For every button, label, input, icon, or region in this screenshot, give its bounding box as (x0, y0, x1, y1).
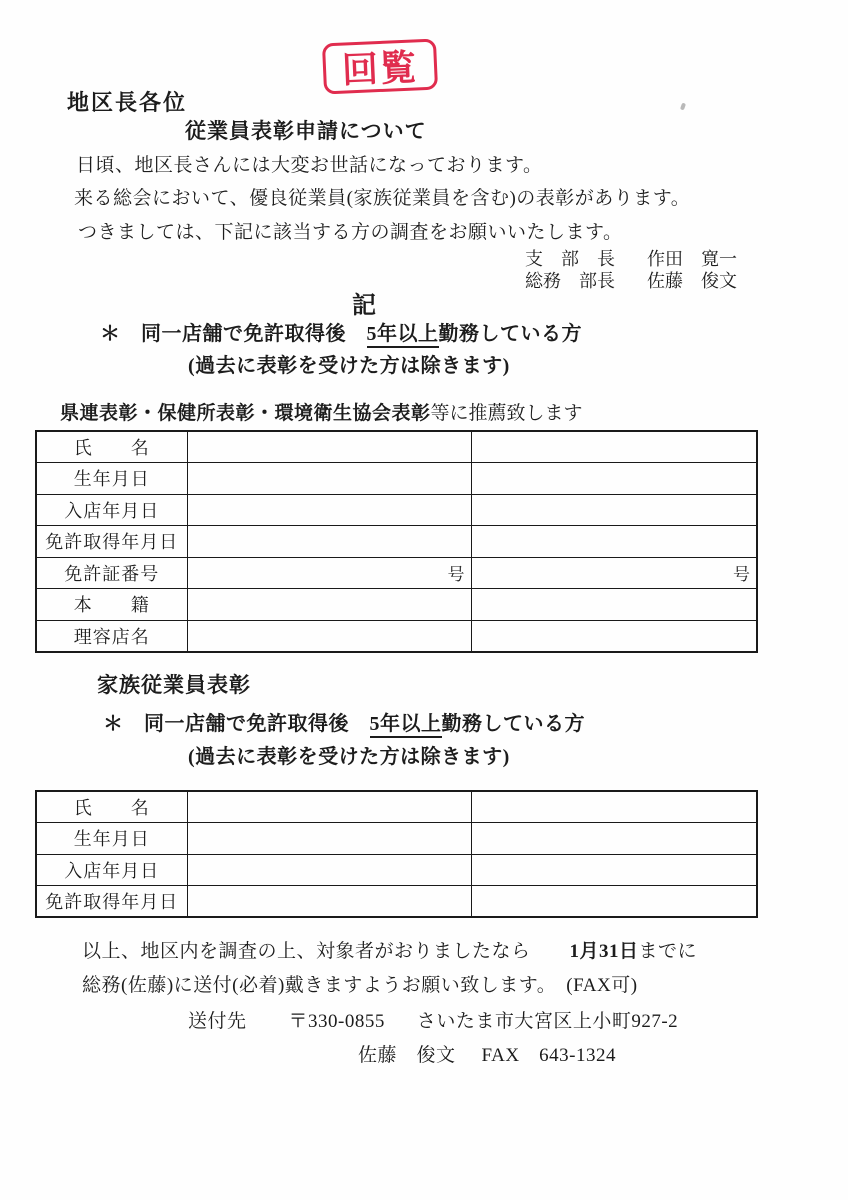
recommendation-line (60, 398, 583, 425)
data-cell (471, 854, 757, 886)
document-title: 従業員表彰申請について (185, 119, 427, 143)
deadline-suffix: までに (638, 941, 698, 962)
table-row (36, 494, 757, 526)
deadline-date: 1月31日 (569, 941, 639, 962)
circulation-stamp-label: 回覧 (341, 47, 419, 91)
data-cell (471, 494, 757, 526)
condition-underlined: 5年以上 (367, 323, 439, 348)
data-cell (471, 589, 757, 621)
street-address: さいたま市大宮区上小町927-2 (416, 1011, 679, 1032)
signatory-title: 支 部 長 (525, 249, 615, 269)
data-cell (187, 854, 471, 886)
data-cell (471, 823, 757, 855)
signatory-general-affairs-chief (525, 267, 737, 293)
data-cell (187, 589, 471, 621)
intro-line-1: 日頃、地区長さんには大変お世話になっております。 (76, 155, 543, 176)
data-cell (187, 526, 471, 558)
signatory-title: 総務 部長 (525, 271, 615, 291)
circulation-stamp (322, 39, 438, 95)
row-label: 理容店名 (36, 620, 187, 652)
table-row (36, 886, 757, 918)
data-cell (471, 431, 757, 463)
row-label: 免許取得年月日 (36, 886, 187, 918)
footer-deadline-line (82, 936, 697, 963)
row-label: 入店年月日 (36, 494, 187, 526)
section2-condition (103, 707, 585, 736)
condition-suffix: 勤務している方 (441, 713, 585, 735)
family-employee-table (35, 790, 758, 918)
data-cell (471, 886, 757, 918)
data-cell-license-number: 号 (187, 557, 471, 589)
signatory-name: 作田 寛一 (647, 249, 737, 269)
condition-prefix: ＊ 同一店舗で免許取得後 (103, 713, 370, 735)
data-cell (187, 463, 471, 495)
table-row (36, 823, 757, 855)
row-label: 免許証番号 (36, 557, 187, 589)
section1-exclusion: (過去に表彰を受けた方は除きます) (188, 355, 510, 377)
row-label: 氏 名 (36, 791, 187, 823)
contact-name: 佐藤 俊文 (358, 1045, 456, 1066)
data-cell (187, 494, 471, 526)
postal-code: 〒330-0855 (288, 1011, 385, 1032)
row-label: 氏 名 (36, 431, 187, 463)
footer-send-address (188, 1006, 678, 1033)
data-cell (187, 791, 471, 823)
footer-send-instruction: 総務(佐藤)に送付(必着)戴きますようお願い致します。 (FAX可) (82, 975, 638, 996)
family-employee-section-heading: 家族従業員表彰 (97, 673, 251, 697)
notice-heading: 記 (352, 293, 378, 319)
condition-underlined: 5年以上 (370, 713, 442, 738)
row-label: 入店年月日 (36, 854, 187, 886)
footer-contact (358, 1040, 616, 1067)
recommendation-awards: 県連表彰・保健所表彰・環境衛生協会表彰 (60, 403, 431, 424)
table-row (36, 854, 757, 886)
row-label: 本 籍 (36, 589, 187, 621)
table-row (36, 526, 757, 558)
table-row (36, 557, 757, 589)
intro-line-2: 来る総会において、優良従業員(家族従業員を含む)の表彰があります。 (74, 188, 691, 209)
row-label: 免許取得年月日 (36, 526, 187, 558)
section2-exclusion: (過去に表彰を受けた方は除きます) (188, 746, 510, 768)
condition-prefix: ＊ 同一店舗で免許取得後 (100, 323, 367, 345)
data-cell (187, 620, 471, 652)
section1-condition (100, 317, 582, 346)
data-cell (471, 526, 757, 558)
sendto-label: 送付先 (188, 1011, 247, 1032)
data-cell (187, 823, 471, 855)
data-cell (187, 886, 471, 918)
row-label: 生年月日 (36, 823, 187, 855)
data-cell (471, 791, 757, 823)
data-cell (471, 620, 757, 652)
table-row (36, 620, 757, 652)
employee-commendation-table (35, 430, 758, 653)
table-row (36, 589, 757, 621)
recommendation-rest: 等に推薦致します (430, 403, 583, 424)
table-row (36, 431, 757, 463)
signatory-name: 佐藤 俊文 (647, 271, 737, 291)
table-row (36, 463, 757, 495)
data-cell-license-number: 号 (471, 557, 757, 589)
intro-line-3: つきましては、下記に該当する方の調査をお願いいたします。 (78, 222, 623, 243)
fax-number: FAX 643-1324 (481, 1045, 616, 1066)
row-label: 生年月日 (36, 463, 187, 495)
condition-suffix: 勤務している方 (438, 323, 582, 345)
data-cell (187, 431, 471, 463)
data-cell (471, 463, 757, 495)
deadline-prefix: 以上、地区内を調査の上、対象者がおりましたなら (82, 941, 570, 962)
scan-artifact (680, 103, 686, 111)
addressee: 地区長各位 (67, 90, 188, 115)
table-row (36, 791, 757, 823)
